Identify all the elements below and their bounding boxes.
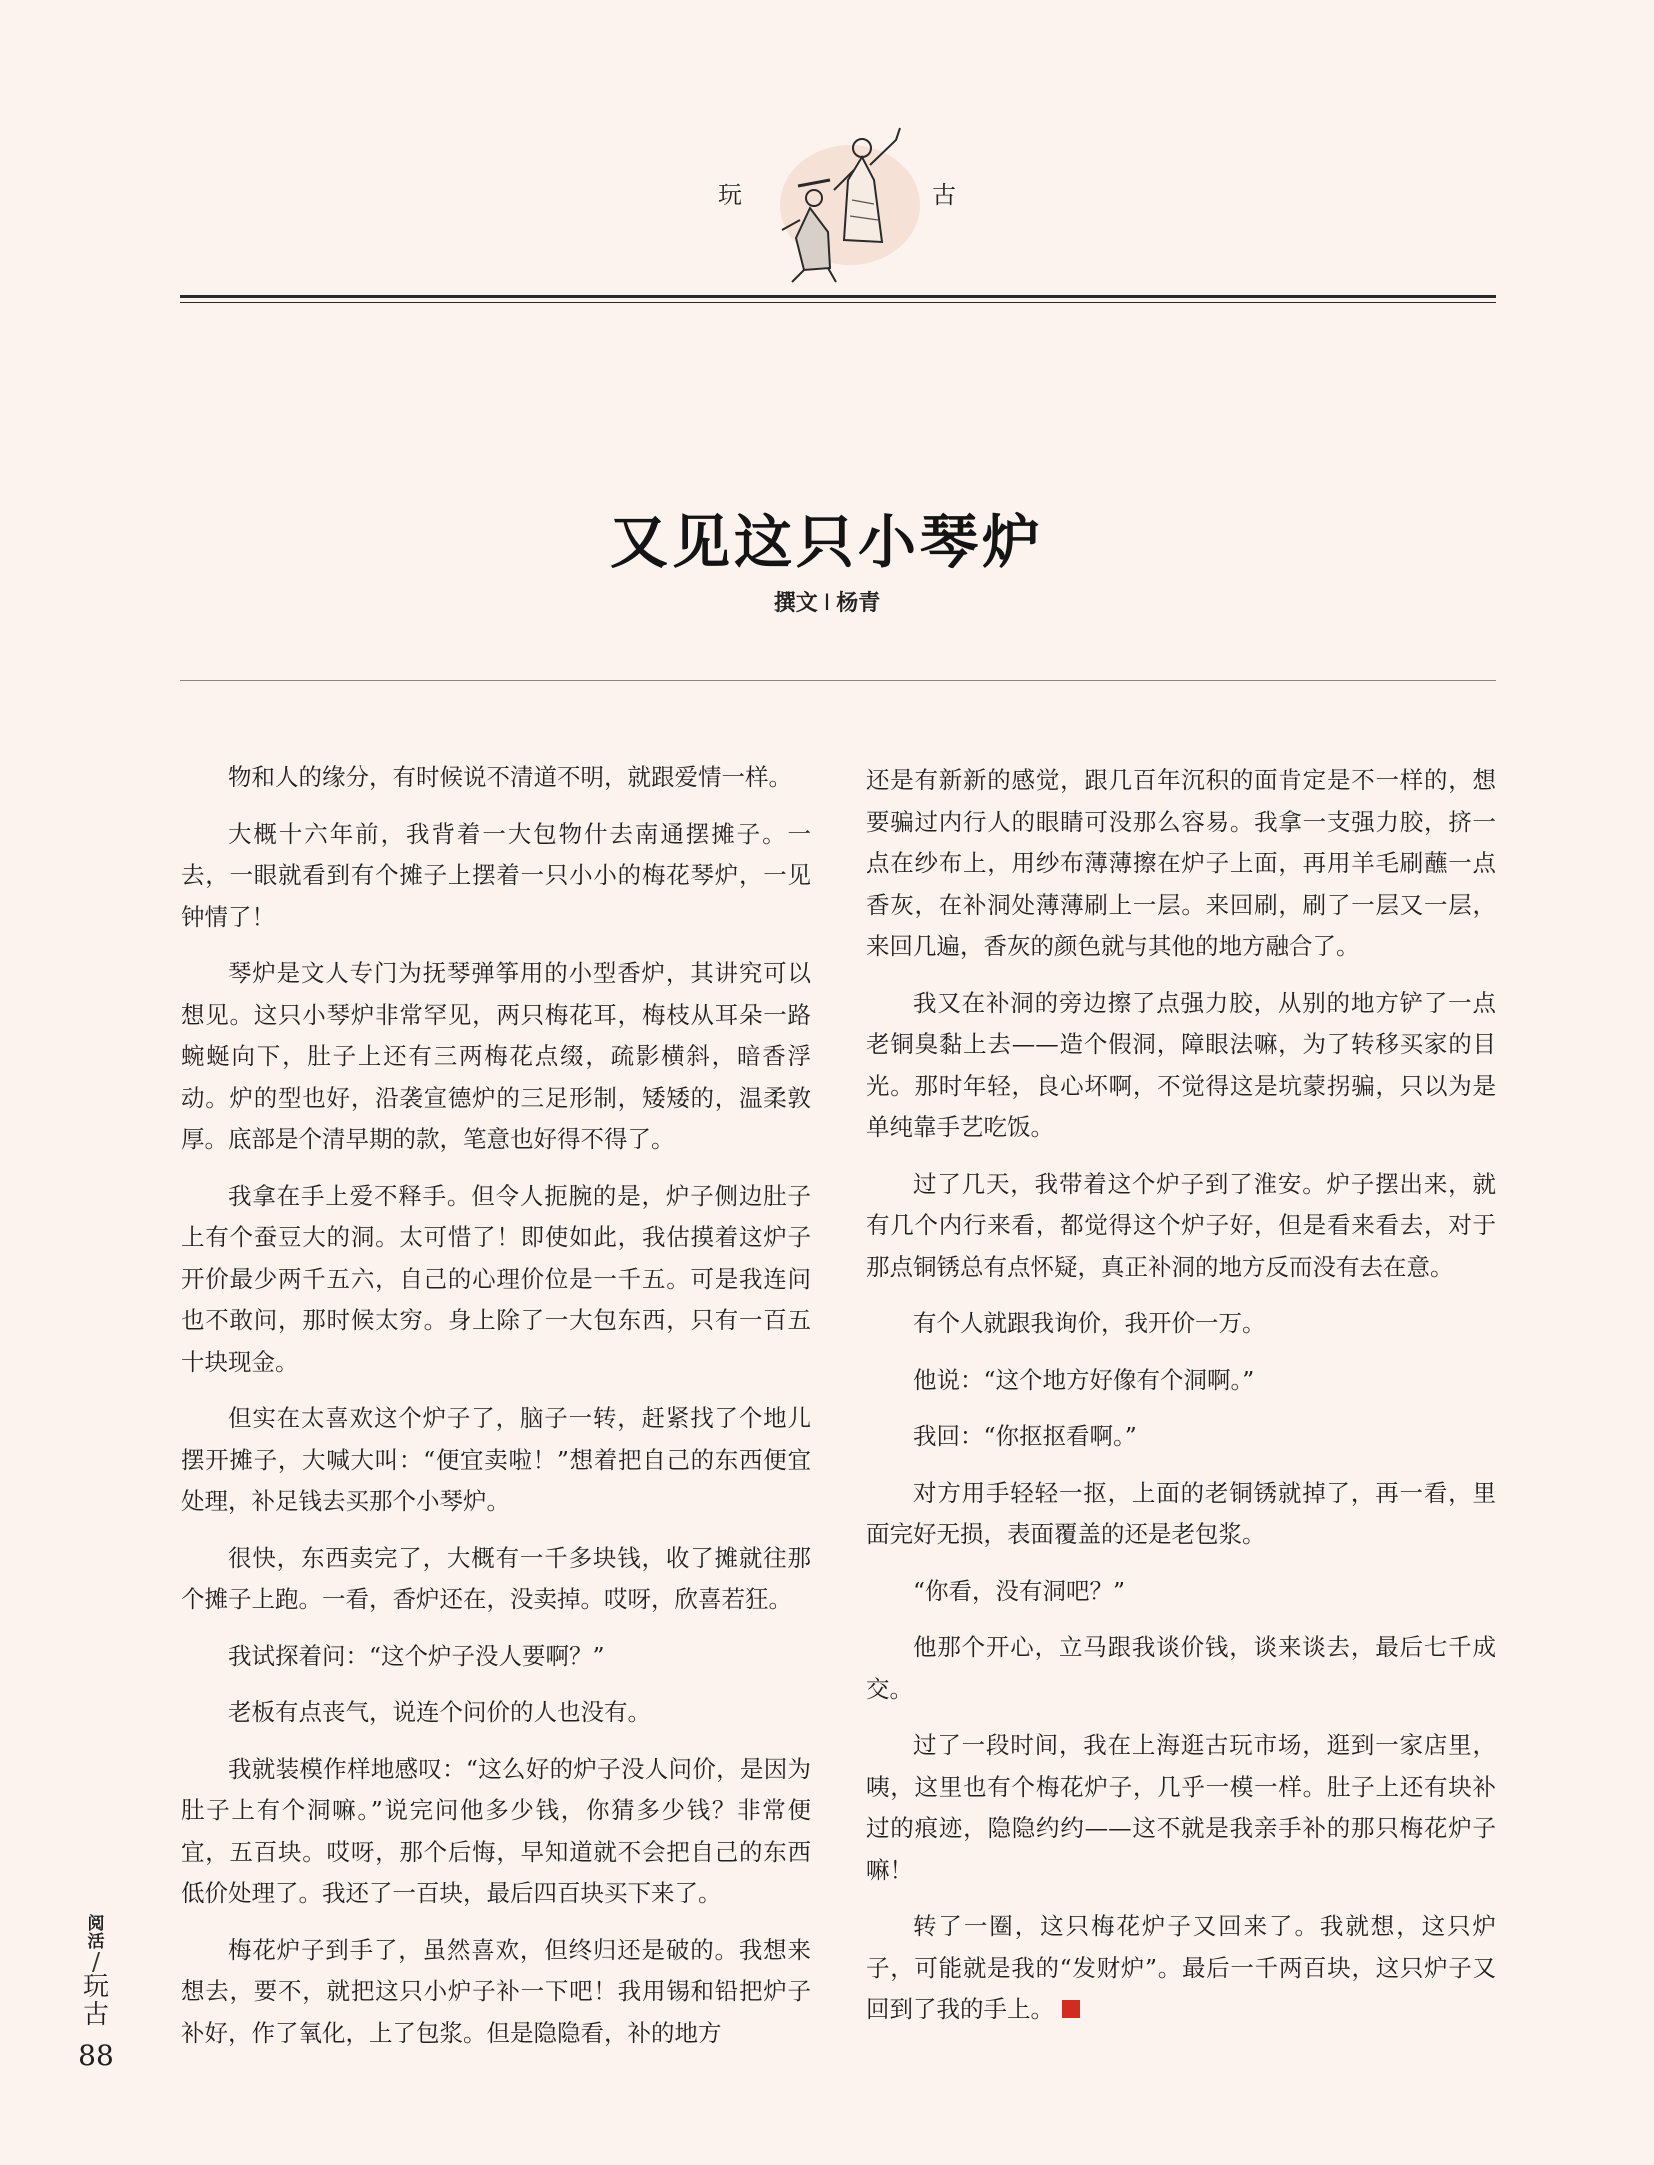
header-rule-thin	[180, 302, 1496, 303]
section-header-right-char: 古	[932, 181, 958, 209]
final-paragraph	[866, 1906, 1496, 2031]
paragraph: 我又在补洞的旁边擦了点强力胶，从别的地方铲了一点老铜臭黏上去——造个假洞，障眼法嘛，为了转移买家的目光。那时年轻，良心坏啊，不觉得这是坑蒙拐骗，只以为是单纯靠手艺吃饭。	[866, 988, 1496, 1141]
paragraph: 我回：“你抠抠看啊。”	[913, 1422, 1137, 1450]
right-column	[866, 760, 1496, 2046]
paragraph: 物和人的缘分，有时候说不清道不明，就跟爱情一样。	[228, 763, 792, 791]
paragraph: 我就装模作样地感叹：“这么好的炉子没人问价，是因为肚子上有个洞嘛。”说完问他多少钱，你猜多少钱？非常便宜，五百块。哎呀，那个后悔，早知道就不会把自己的东西低价处理了。我还了一百块，最后四百块买下来了。	[181, 1754, 811, 1907]
byline	[0, 586, 1654, 617]
left-column	[181, 757, 811, 2069]
paragraph: 他那个开心，立马跟我谈价钱，谈来谈去，最后七千成交。	[866, 1633, 1496, 1703]
paragraph: 他说：“这个地方好像有个洞啊。”	[913, 1365, 1255, 1394]
final-paragraph-text: 转了一圈，这只梅花炉子又回来了。我就想，这只炉子，可能就是我的“发财炉”。最后一千两百块，这只炉子又回到了我的手上。	[866, 1912, 1496, 2023]
paragraph: 有个人就跟我询价，我开价一万。	[913, 1309, 1266, 1337]
paragraph: 对方用手轻轻一抠，上面的老铜锈就掉了，再一看，里面完好无损，表面覆盖的还是老包浆。	[866, 1478, 1496, 1548]
paragraph: 很快，东西卖完了，大概有一千多块钱，收了摊就往那个摊子上跑。一看，香炉还在，没卖掉。哎呀，欣喜若狂。	[181, 1543, 811, 1613]
paragraph: 过了几天，我带着这个炉子到了淮安。炉子摆出来，就有几个内行来看，都觉得这个炉子好，但是看来看去，对于那点铜锈总有点怀疑，真正补洞的地方反而没有去在意。	[866, 1169, 1496, 1281]
paragraph: 大概十六年前，我背着一大包物什去南通摆摊子。一去，一眼就看到有个摊子上摆着一只小小的梅花琴炉，一见钟情了！	[181, 819, 811, 931]
paragraph: 梅花炉子到手了，虽然喜欢，但终归还是破的。我想来想去，要不，就把这只小炉子补一下吧！我用锡和铅把炉子补好，作了氧化，上了包浆。但是隐隐看，补的地方	[181, 1935, 811, 2047]
folio-slash: /	[91, 1948, 101, 1976]
paragraph: “你看，没有洞吧？”	[913, 1576, 1126, 1605]
page-folio	[76, 1915, 116, 2072]
paragraph: 我拿在手上爱不释手。但令人扼腕的是，炉子侧边肚子上有个蚕豆大的洞。太可惜了！即使如此，我估摸着这炉子开价最少两千五六，自己的心理价位是一千五。可是我连问也不敢问，那时候太穷。身上除了一大包东西，只有一百五十块现金。	[181, 1181, 811, 1376]
article-title: 又见这只小琴炉	[609, 508, 1044, 576]
page-number: 88	[78, 2039, 114, 2072]
author-name: 杨青	[836, 591, 881, 616]
title-divider	[180, 680, 1496, 681]
section-header	[180, 120, 1496, 310]
paragraph-continued: 还是有新新的感觉，跟几百年沉积的面肯定是不一样的，想要骗过内行人的眼睛可没那么容易。我拿一支强力胶，挤一点在纱布上，用纱布薄薄擦在炉子上面，再用羊毛刷蘸一点香灰，在补洞处薄薄刷上一层。来回刷，刷了一层又一层，来回几遍，香灰的颜色就与其他的地方融合了。	[866, 766, 1496, 960]
paragraph: 琴炉是文人专门为抚琴弹筝用的小型香炉，其讲究可以想见。这只小琴炉非常罕见，两只梅花耳，梅枝从耳朵一路蜿蜒向下，肚子上还有三两梅花点缀，疏影横斜，暗香浮动。炉的型也好，沿袭宣德炉的三足形制，矮矮的，温柔敦厚。底部是个清早期的款，笔意也好得不得了。	[181, 959, 811, 1153]
magazine-name: 阅活	[87, 1914, 105, 1952]
section-name: 玩古	[82, 1972, 109, 2030]
end-mark-icon	[1062, 2000, 1080, 2018]
two-figures-illustration	[770, 120, 920, 290]
paragraph: 过了一段时间，我在上海逛古玩市场，逛到一家店里，咦，这里也有个梅花炉子，几乎一模一样。肚子上还有块补过的痕迹，隐隐约约——这不就是我亲手补的那只梅花炉子嘛！	[866, 1731, 1496, 1884]
byline-separator: I	[823, 591, 831, 616]
paragraph: 但实在太喜欢这个炉子了，脑子一转，赶紧找了个地儿摆开摊子，大喊大叫：“便宜卖啦！”想着把自己的东西便宜处理，补足钱去买那个小琴炉。	[181, 1404, 811, 1515]
header-rule-thick	[180, 295, 1496, 298]
section-header-left-char: 玩	[718, 181, 744, 209]
paragraph: 老板有点丧气，说连个问价的人也没有。	[228, 1698, 651, 1726]
paragraph: 我试探着问：“这个炉子没人要啊？”	[228, 1641, 605, 1670]
byline-label: 撰文	[773, 591, 818, 616]
